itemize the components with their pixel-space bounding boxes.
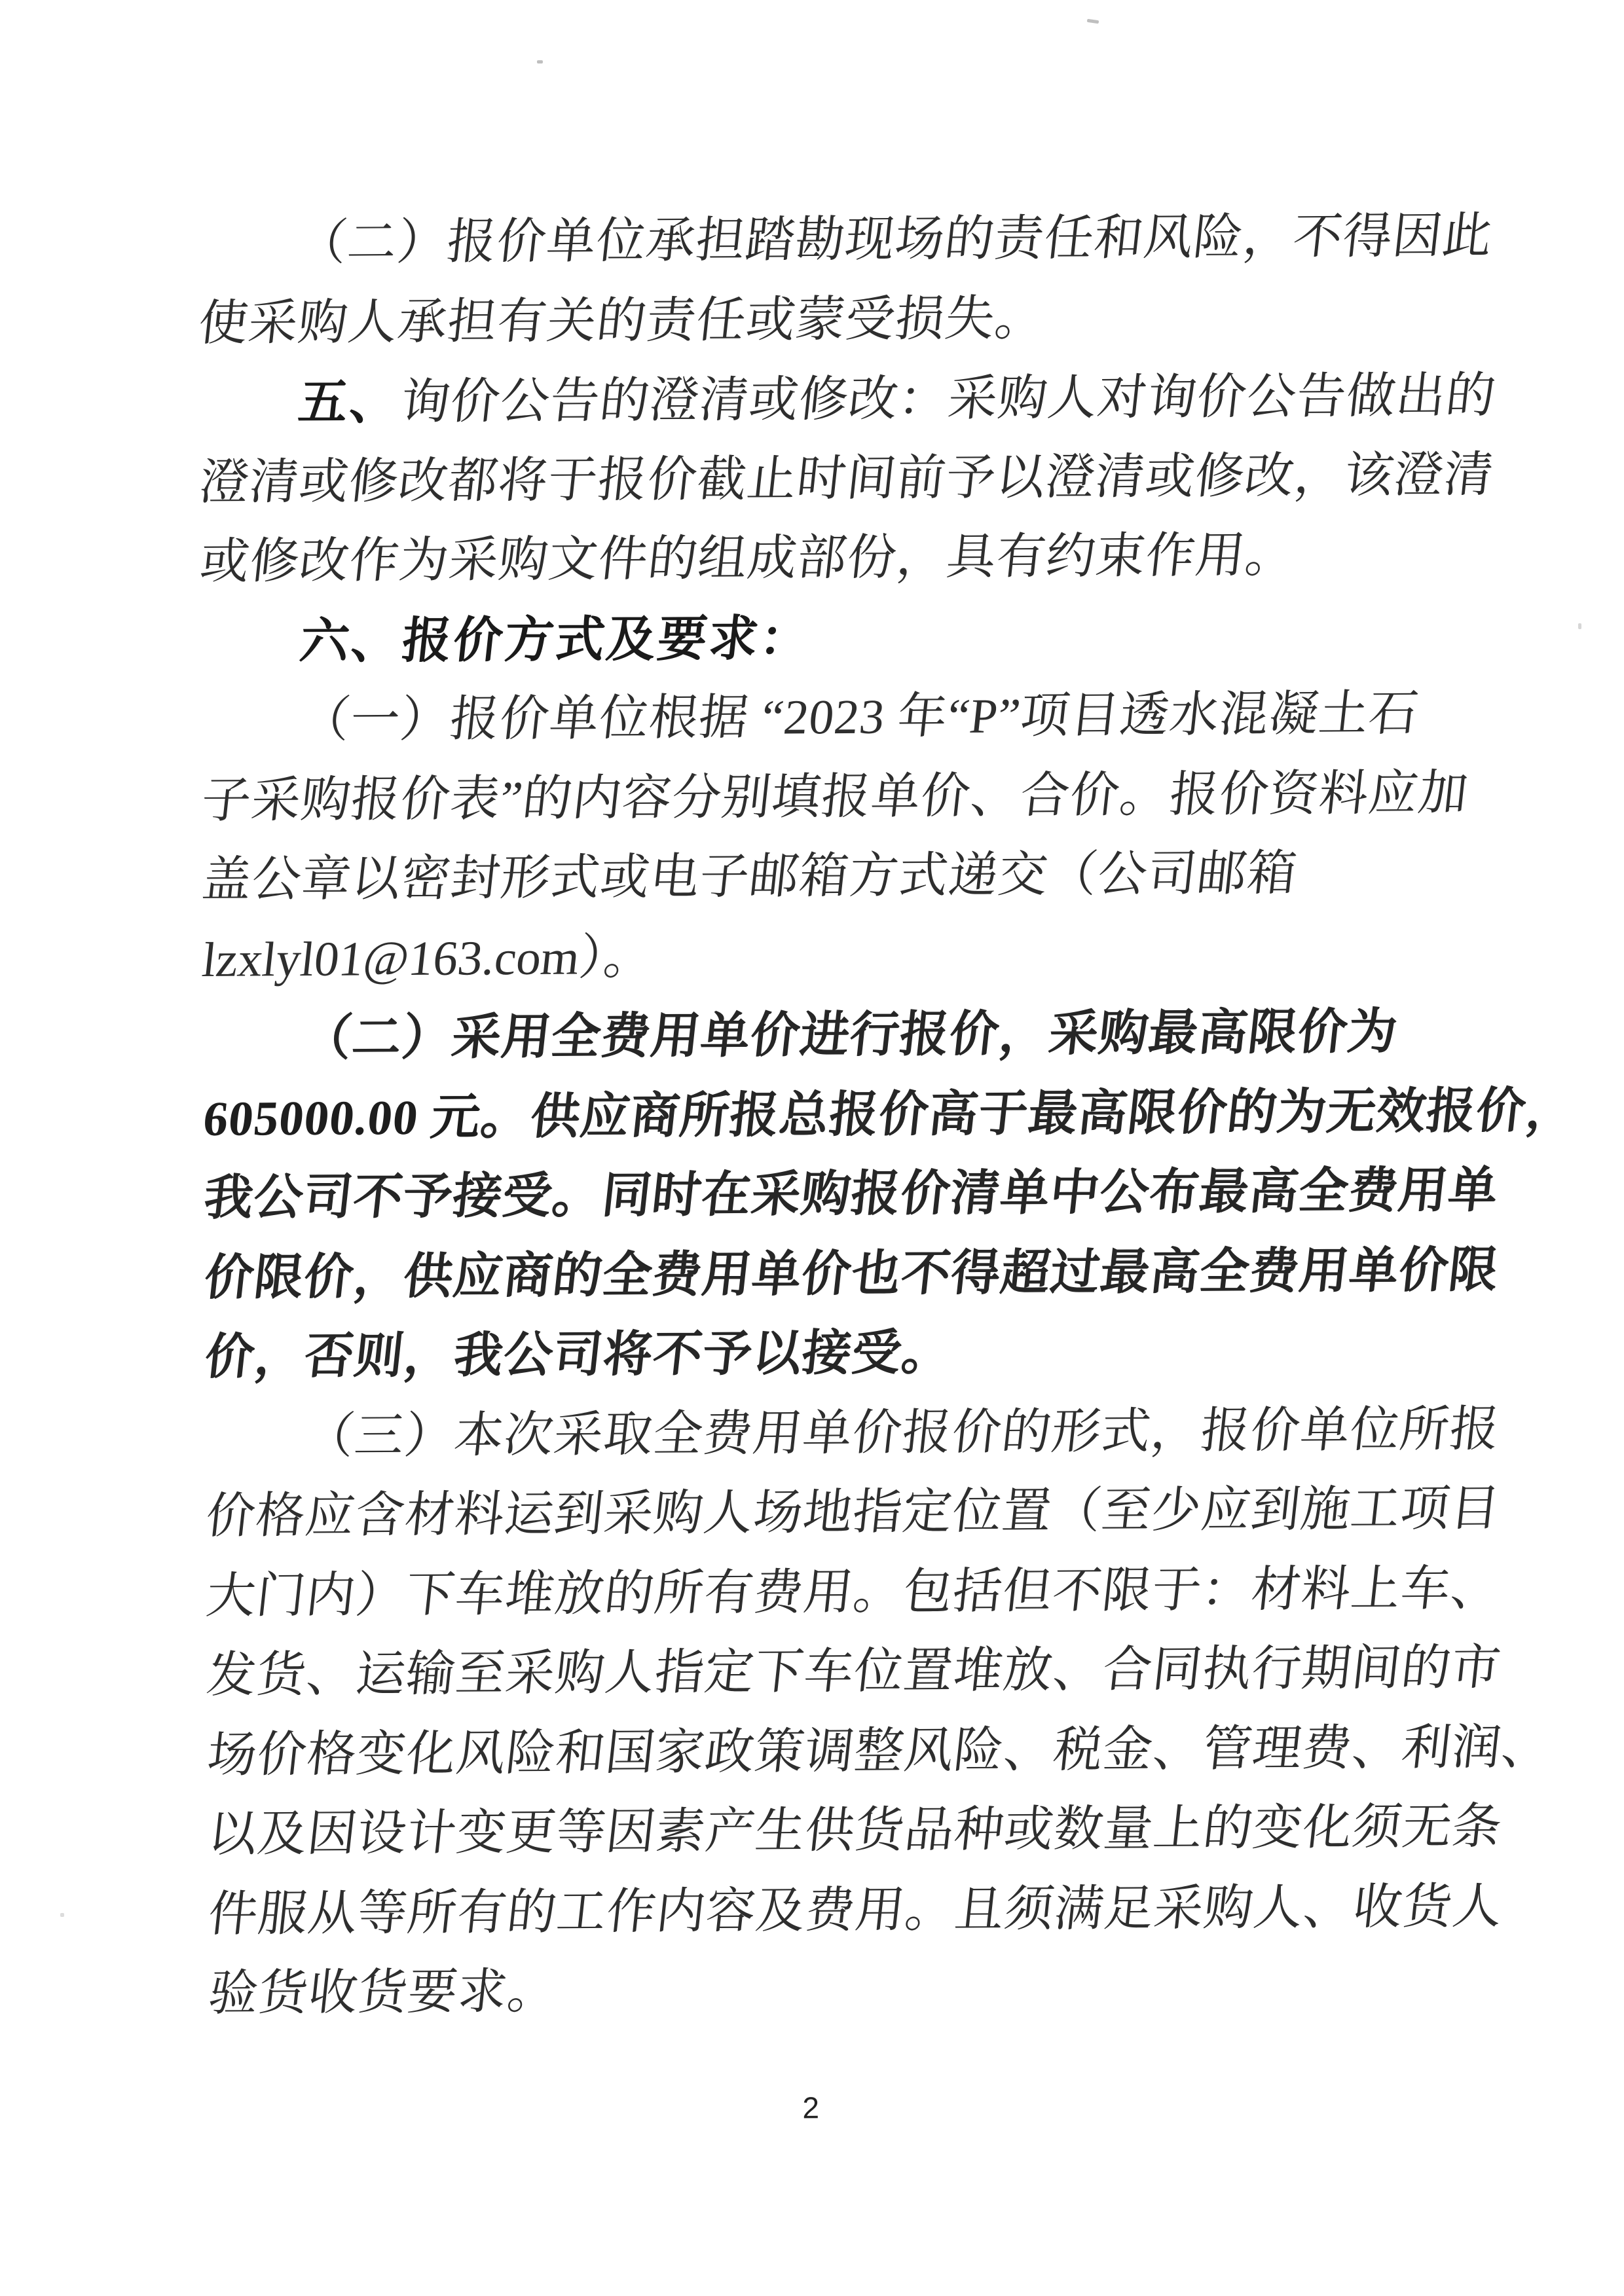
text-segment: 605000.00 元: [200, 1089, 484, 1146]
text-segment: 价限价，供应商的全费用单价也不得超过最高全费用单价限: [201, 1243, 1502, 1305]
text-line: [194, 196, 1496, 283]
text-segment: 价，否则，我公司将不予以接受。: [202, 1325, 955, 1385]
text-segment: 。供应商所报总报价高于最高限价的为无效报价，: [477, 1083, 1579, 1144]
text-segment: 件服从等所有的工作内容及费用。且须满足采购人、收货人: [205, 1879, 1505, 1942]
text-line: [198, 913, 1458, 1000]
text-line: [198, 833, 1457, 920]
text-line: [200, 1231, 1502, 1318]
text-line: [200, 1151, 1502, 1238]
text-segment: （一）报价单位根据 “2023 年“P”项目透水混凝土石: [297, 686, 1422, 748]
text-line: [197, 674, 1456, 761]
text-line: [196, 594, 1456, 682]
document-body: [193, 196, 1579, 2033]
text-segment: 询价公告的澄清或修改：采购人对询价公告做出的: [397, 368, 1499, 430]
text-segment: 我公司不予接受。同时在采购报价清单中公布最高全费用单: [201, 1163, 1502, 1226]
text-segment: 六、报价方式及要求：: [297, 610, 815, 668]
text-line: [194, 276, 1454, 363]
text-segment: （二）报价单位承担踏勘现场的责任和风险，不得因此: [295, 208, 1496, 271]
text-line: [203, 1628, 1504, 1715]
text-segment: 或修改作为采购文件的组成部份，具有约束作用。: [197, 528, 1299, 590]
text-line: [201, 1390, 1503, 1477]
text-segment: lzxlyl01@163.com）。: [199, 930, 656, 987]
text-segment: 大门内）下车堆放的所有费用。包括但不限于：材料上车、: [203, 1561, 1504, 1624]
text-segment: 五、: [295, 374, 404, 430]
text-line: [205, 1946, 1464, 2033]
text-line: [204, 1787, 1505, 1874]
text-segment: 验货收货要求。: [206, 1964, 561, 2021]
text-segment: 以及因设计变更等因素产生供货品种或数量上的变化须无条: [205, 1799, 1505, 1862]
text-line: [203, 1708, 1555, 1795]
text-line: [197, 754, 1471, 841]
text-line: [202, 1469, 1504, 1556]
text-line: [201, 1310, 1460, 1397]
text-segment: 子采购报价表”的内容分别填报单价、合价。报价资料应加: [198, 765, 1471, 828]
text-line: [195, 355, 1499, 443]
text-segment: 场价格变化风险和国家政策调整风险、税金、管理费、利润、: [204, 1719, 1555, 1783]
page-number: 2: [802, 2090, 820, 2125]
text-segment: 价格应含材料运到采购人场地指定位置（至少应到施工项目: [203, 1481, 1504, 1544]
text-segment: （三）本次采取全费用单价报价的形式，报价单位所报: [302, 1402, 1503, 1464]
text-line: [199, 1072, 1579, 1159]
text-segment: （二）采用全费用单价进行报价，采购最高限价为: [299, 1004, 1401, 1066]
text-line: [195, 435, 1497, 522]
text-segment: 盖公章以密封形式或电子邮箱方式递交（公司邮箱: [199, 846, 1301, 907]
text-line: [202, 1549, 1504, 1636]
text-segment: 发货、运输至采购人指定下车位置堆放、合同执行期间的市: [204, 1640, 1504, 1703]
text-segment: 澄清或修改都将于报价截止时间前予以澄清或修改，该澄清: [196, 447, 1497, 510]
text-line: [196, 515, 1455, 602]
text-line: [204, 1867, 1505, 1954]
text-line: [199, 992, 1458, 1079]
text-segment: 使采购人承担有关的责任或蒙受损失。: [196, 291, 1048, 351]
